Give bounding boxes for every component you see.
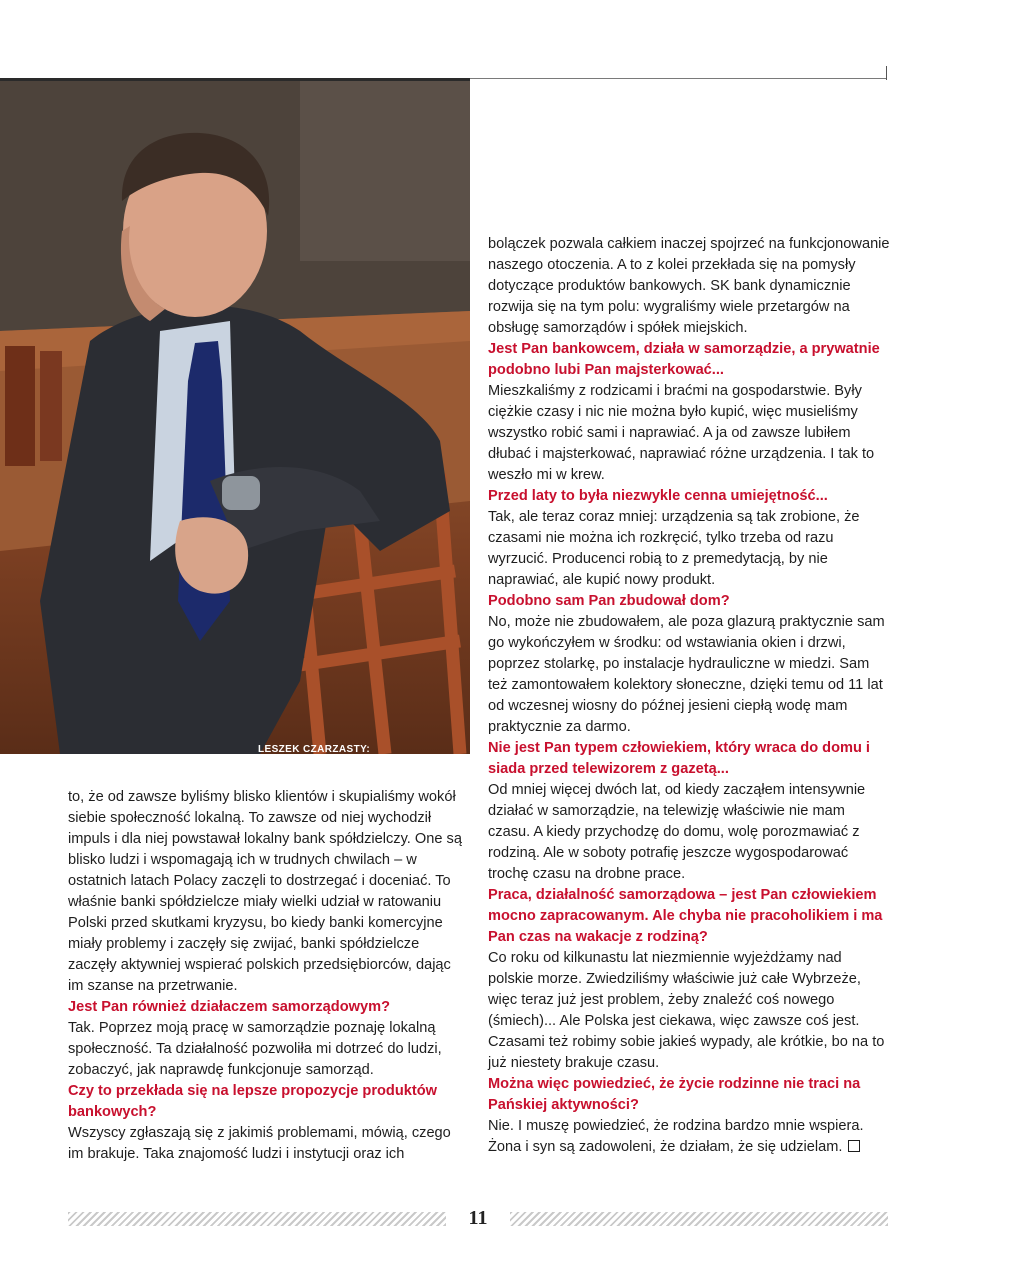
page-number: 11 <box>468 1207 488 1229</box>
photo-caption <box>258 743 458 754</box>
body-paragraph: to, że od zawsze byliśmy blisko klientów i skupialiśmy wokół siebie społeczność lokalną. To zawsze od niej wychodził impuls i dla niej powstawał lokalny bank spółdzielczy. One są blisko ludzi i wspomagają ich w trudnych chwilach – w ostatnich latach Polacy zaczęli to dostrzegać i doceniać. To właśnie banki spółdzielcze miały wielki udział w ratowaniu Polski przed skutkami kryzysu, bo kiedy banki komercyjne miały problemy i zaczęły się zwijać, banki spółdzielcze zaczęły aktywniej wspierać polskich przedsiębiorców, dając im szanse na przetrwanie. <box>68 789 462 994</box>
interview-question: Nie jest Pan typem człowiekiem, który wraca do domu i siada przed telewizorem z gazetą... <box>488 740 870 777</box>
interview-question: Jest Pan bankowcem, działa w samorządzie, a prywatnie podobno lubi Pan majsterkować... <box>488 341 880 378</box>
body-paragraph: Od mniej więcej dwóch lat, od kiedy zacząłem intensywnie działać w samorządzie, na telewizję właściwie nie mam czasu. A kiedy przychodzę do domu, wolę porozmawiać z rodziną. Ale w soboty potrafię jeszcze wygospodarować trochę czasu na drobne prace. <box>488 782 866 882</box>
portrait-photo <box>0 81 470 754</box>
top-rule-right <box>470 78 886 79</box>
interview-question: Czy to przekłada się na lepsze propozycje produktów bankowych? <box>68 1083 437 1120</box>
final-answer-text: Nie. I muszę powiedzieć, że rodzina bardzo mnie wspiera. Żona i syn są zadowoleni, że działam, że się udzielam. <box>488 1118 864 1155</box>
body-paragraph: No, może nie zbudowałem, ale poza glazurą praktycznie sam go wykończyłem w środku: od wstawiania okien i drzwi, poprzez stolarkę, po instalacje hydrauliczne w miedzi. Sam też zamontowałem kolektory słoneczne, dzięki temu od 11 lat od wczesnej wiosny do późnej jesieni ciepłą wodę mam praktycznie za darmo. <box>488 614 885 735</box>
interview-question: Przed laty to była niezwykle cenna umiejętność... <box>488 488 828 504</box>
end-of-article-icon <box>848 1140 860 1152</box>
portrait-illustration <box>0 81 470 754</box>
interview-question: Podobno sam Pan zbudował dom? <box>488 593 730 609</box>
final-paragraph <box>488 1116 890 1158</box>
footer-hatch-left <box>68 1212 446 1226</box>
footer-hatch-right <box>510 1212 888 1226</box>
body-paragraph: Wszyscy zgłaszają się z jakimiś problemami, mówią, czego im brakuje. Taka znajomość ludzi i instytucji oraz ich <box>68 1125 451 1162</box>
caption-name: LESZEK CZARZASTY: <box>258 744 371 754</box>
body-paragraph: bolączek pozwala całkiem inaczej spojrzeć na funkcjonowanie naszego otoczenia. A to z kolei przekłada się na pomysły dotyczące produktów bankowych. SK bank dynamicznie rozwija się na tym polu: wygraliśmy wiele przetargów na obsługę samorządów i spółek miejskich. <box>488 236 890 336</box>
body-paragraph: Tak, ale teraz coraz mniej: urządzenia są tak zrobione, że czasami nie można ich rozkręcić, tylko trzeba od razu wyrzucić. Producenci robią to z premedytacją, by nie naprawiać, ale kupić nowy produkt. <box>488 509 860 588</box>
interview-question: Praca, działalność samorządowa – jest Pan człowiekiem mocno zapracowanym. Ale chyba nie pracoholikiem i ma Pan czas na wakacje z rodziną? <box>488 887 883 945</box>
top-corner-tick <box>886 66 887 80</box>
interview-question: Można więc powiedzieć, że życie rodzinne nie traci na Pańskiej aktywności? <box>488 1076 861 1113</box>
body-paragraph: Mieszkaliśmy z rodzicami i braćmi na gospodarstwie. Były ciężkie czasy i nic nie można było kupić, więc musieliśmy wszystko robić sami i naprawiać. A ja od zawsze lubiłem dłubać i majsterkować, naprawiać różne urządzenia. I tak to weszło mi w krew. <box>488 383 875 483</box>
body-paragraph: Tak. Poprzez moją pracę w samorządzie poznaję lokalną społeczność. Ta działalność pozwoliła mi dotrzeć do ludzi, zobaczyć, jak naprawdę funkcjonuje samorząd. <box>68 1020 442 1078</box>
left-text-column <box>68 787 466 1165</box>
body-paragraph: Co roku od kilkunastu lat niezmiennie wyjeżdżamy nad polskie morze. Zwiedziliśmy właściwie już całe Wybrzeże, więc teraz już jest problem, żeby znaleźć coś nowego (śmiech)... Ale Polska jest ciekawa, więc zawsze coś jest. Czasami też robimy sobie jakieś wypady, ale krótkie, bo na to już niestety brakuje czasu. <box>488 950 885 1071</box>
interview-question: Jest Pan również działaczem samorządowym? <box>68 999 390 1015</box>
right-text-column <box>488 234 890 1158</box>
